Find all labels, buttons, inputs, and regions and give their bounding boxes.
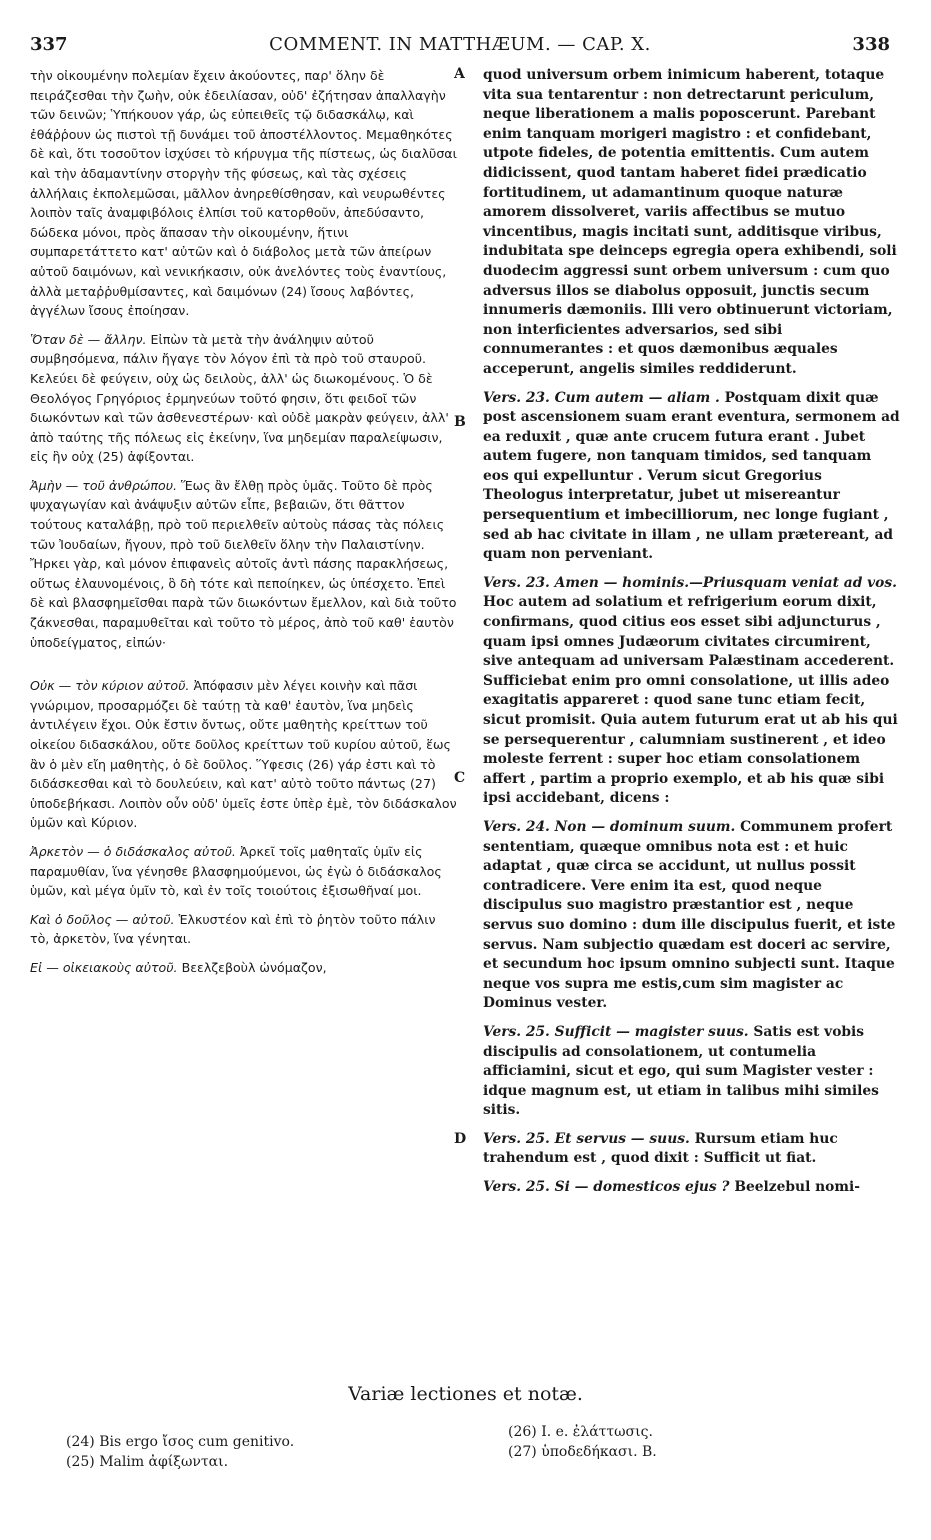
margin-marker-a: A xyxy=(454,66,465,82)
page-number-left: 337 xyxy=(30,34,68,55)
margin-marker-c: C xyxy=(454,770,466,786)
latin-text: Postquam dixit quæ post ascensionem suam erant eventura, sermonem ad ea reduxit , quæ ante crucem futura erant . Jubet autem fugere, non tanquam timidos, sed tanquam eos qui expelluntur . Verum sicut Gregorius Theologus interpretatur, jubet ut misereantur persequentium et imbecilliorum, nec longe fugiant , sed ab hac civitate in illam , ne ullam prætereant, ad quam non perveniant. xyxy=(483,389,900,563)
greek-lemma: Οὐκ — τὸν κύριον αὐτοῦ. xyxy=(30,678,190,694)
greek-lemma: Καὶ ὁ δοῦλος — αὐτοῦ. xyxy=(30,911,175,927)
greek-paragraph xyxy=(30,476,458,652)
greek-paragraph xyxy=(30,958,458,978)
greek-paragraph: τὴν οἰκουμένην πολεμίαν ἔχειν ἀκούοντες, παρ' ὅλην δὲ πειράζεσθαι τὴν ζωὴν, οὐκ ἐδειλίασαν, οὐδ' ἐζήτησαν ἀπαλλαγὴν τῶν δεινῶν; Ὑπήκουον γάρ, ὡς εὐπειθεῖς τῷ διδασκάλῳ, καὶ ἐθάῤῥουν ὡς πιστοὶ τῇ δυνάμει τοῦ ἀποστέλλοντος. Μεμαθηκότες δὲ καὶ, ὅτι τοσοῦτον ἰσχύσει τὸ κήρυγμα τῆς πίστεως, ὡς διαλῦσαι καὶ τὴν ἀδαμαντίνην στοργὴν τῆς φύσεως, καὶ τὰς σχέσεις ἀλλήλαις ἐκπολεμῶσαι, μᾶλλον ἀνηρεθίσθησαν, καὶ νευρωθέντες λοιπὸν ταῖς ἀναμφιβόλοις ἐλπίσι τοῦ κατορθοῦν, ἀπεδύσαντο, δώδεκα μόνοι, πρὸς ἅπασαν τὴν οἰκουμένην, ἥτινι συμπαρετάττετο κατ' αὐτῶν καὶ ὁ διάβολος μετὰ τῶν ἀπείρων αὐτοῦ δαιμόνων, καὶ νενικήκασιν, οὐκ ἀνελόντες τοὺς ἐναντίους, ἀλλὰ μεταῤῥυθμίσαντες, καὶ δαιμόνων (24) ἴσους λαβόντες, ἀγγέλων ἴσους ἐποίησαν. xyxy=(30,68,457,319)
greek-text: Ἀρκεῖ τοῖς μαθηταῖς ὑμῖν εἰς παραμυθίαν, ἵνα γένησθε βλασφημούμενοι, ὡς ἐγὼ ὁ διδάσκαλος ὑμῶν, καὶ μέγα ὑμῖν τὸ, καὶ ἐν τοῖς τοιούτοις ἐξισωθῆναί μοι. xyxy=(30,843,442,899)
latin-paragraph xyxy=(483,818,901,1014)
greek-paragraph xyxy=(30,330,458,467)
greek-lemma: Ἀμὴν — τοῦ ἀνθρώπου. xyxy=(30,477,177,493)
greek-column xyxy=(30,66,458,978)
latin-lemma: Vers. 24. Non — dominum suum. xyxy=(483,818,736,835)
greek-paragraph xyxy=(30,842,458,901)
greek-lemma: Εἰ — οἰκειακοὺς αὐτοῦ. xyxy=(30,959,178,975)
latin-text: Rursum etiam huc trahendum est , quod dixit : Sufficit ut fiat. xyxy=(483,1130,838,1167)
latin-text: Satis est vobis discipulis ad consolationem, ut contumelia afficiamini, sicut et ego, qui sum Magister vester : idque magnum est, ut etiam in talibus mihi similes sitis. xyxy=(483,1023,879,1119)
latin-paragraph xyxy=(483,1178,901,1198)
page-header xyxy=(30,34,890,58)
greek-text: Εἰπὼν τὰ μετὰ τὴν ἀνάληψιν αὐτοῦ συμβησόμενα, πάλιν ἤγαγε τὸν λόγον ἐπὶ τὰ πρὸ τοῦ σταυροῦ. Κελεύει δὲ φεύγειν, οὐχ ὡς δειλοὺς, ἀλλ' ὡς διωκομένους. Ὁ δὲ Θεολόγος Γρηγόριος ἑρμηνεύων τοῦτό φησιν, ὅτι φειδοῖ τῶν διωκόντων καὶ τῶν ἀσθενεστέρων· καὶ οὐδὲ μακρὰν φεύγειν, ἀλλ' ἀπὸ ταύτης τῆς πόλεως εἰς ἐκείνην, ἵνα μηδεμίαν παραλείψωσιν, εἰς ἣν οὐχ (25) ἀφίξονται. xyxy=(30,331,449,465)
margin-marker-d: D xyxy=(454,1131,467,1147)
margin-marker-b: B xyxy=(454,414,466,430)
latin-text: Beelzebul nomi- xyxy=(734,1179,860,1196)
latin-lemma: Vers. 25. Sufficit — magister suus. xyxy=(483,1023,749,1040)
greek-text: Βεελζεβοὺλ ὠνόμαζον, xyxy=(181,959,327,975)
greek-lemma: Ἀρκετὸν — ὁ διδάσκαλος αὐτοῦ. xyxy=(30,843,236,859)
latin-paragraph: quod universum orbem inimicum haberent, totaque vita sua tentarentur : non detrectarunt periculum, neque liberationem a malis poposcerunt. Parebant enim tanquam morigeri magistro : et confidebant, utpote fideles, de potentia emittentis. Cum autem didicissent, quod tantam haberet fidei prædicatio fortitudinem, ut adamantinum quoque naturæ amorem dissolveret, variis affectibus se mutuo vincentibus, magis incitati sunt, additisque viribus, indubitata spe deinceps egregia opera exhibendi, soli duodecim aggressi sunt orbem universum : cum quo adversus illos se diabolus opposuit, junctis secum innumeris dæmoniis. Illi vero obtinuerunt victoriam, non interficientes adversarios, sed sibi connumerantes : et quos dæmonibus æquales acceperunt, angelis similes reddiderunt. xyxy=(483,67,897,377)
latin-lemma: Vers. 23. Cum autem — aliam . xyxy=(483,389,720,406)
notes-left-column xyxy=(66,1432,294,1472)
latin-paragraph xyxy=(483,389,901,565)
latin-text: Hoc autem ad solatium et refrigerium eorum dixit, confirmans, quod citius eos esset sibi adjuncturus , quam ipsi omnes Judæorum civitates circumirent, sive antequam ad universam Palæstinam accederent. Sufficiebat enim pro omni consolatione, ut illis adeo exagitatis appareret : quod sane tunc etiam fecit, sicut promisit. Quia autem futurum erat ut ab his qui se persequerentur , calumniam sustinerent , et ideo moleste ferrent : super hoc etiam consolationem affert , partim a proprio exemplo, et ab his quæ sibi ipsi accidebant, dicens : xyxy=(483,594,898,807)
note-24: (24) Bis ergo ἴσος cum genitivo. xyxy=(66,1434,295,1450)
latin-column xyxy=(483,66,901,1198)
greek-text: Ἀπόφασιν μὲν λέγει κοινὴν καὶ πᾶσι γνώριμον, προσαρμόζει δὲ ταύτῃ τὰ καθ' ἑαυτὸν, ἵνα μηδεὶς ἀντιλέγειν ἔχοι. Οὐκ ἔστιν ὄντως, οὔτε μαθητὴς κρείττων τοῦ οἰκείου διδασκάλου, οὔτε δοῦλος κρείττων τοῦ κυρίου αὐτοῦ, ἕως ἂν ὁ μὲν εἴη μαθητὴς, ὁ δὲ δοῦλος. Ὕφεσις (26) γάρ ἐστι καὶ τὸ διδάσκεσθαι καὶ τὸ δουλεύειν, καὶ κατ' αὐτὸ τοῦτο πάντως (27) ὑποδεβήκασι. Λοιπὸν οὖν οὐδ' ὑμεῖς ἐστε ὑπὲρ ἐμὲ, τὸν διδάσκαλον ὑμῶν καὶ Κύριον. xyxy=(30,678,457,831)
notes-right-column xyxy=(508,1422,657,1462)
note-25: (25) Malim ἀφίξωνται. xyxy=(66,1454,229,1470)
latin-lemma: Vers. 25. Et servus — suus. xyxy=(483,1130,690,1147)
notes-heading: Variæ lectiones et notæ. xyxy=(348,1383,583,1405)
latin-paragraph xyxy=(483,574,901,809)
page-number-right: 338 xyxy=(852,34,890,55)
greek-text: Ἑλκυστέον καὶ ἐπὶ τὸ ῥητὸν τοῦτο πάλιν τὸ, ἀρκετὸν, ἵνα γένηται. xyxy=(30,911,436,947)
latin-text: Communem profert sententiam, quæque omnibus nota est : et huic adaptat , quæ circa se accidunt, ut nullus possit contradicere. Vere enim ita est, quod neque discipulus suo magistro præstantior est , neque servus suo domino : dum ille discipulus fuerit, et iste servus. Nam subjectio quædam est doceri ac servire, et secundum hoc ipsum omnino subjecti sunt. Itaque neque vos supra me estis,cum sim magister ac Dominus vester. xyxy=(483,818,896,1012)
greek-paragraph xyxy=(30,910,458,949)
running-title: COMMENT. IN MATTHÆUM. — CAP. X. xyxy=(269,34,651,55)
latin-lemma: Vers. 23. Amen — hominis.—Priusquam veniat ad vos. xyxy=(483,574,897,591)
latin-paragraph xyxy=(483,1023,901,1121)
greek-text: Ἕως ἂν ἔλθῃ πρὸς ὑμᾶς. Τοῦτο δὲ πρὸς ψυχαγωγίαν καὶ ἀνάψυξιν αὐτῶν εἶπε, βεβαιῶν, ὅτι θᾶττον τούτους καταλάβῃ, πρὸ τοῦ περιελθεῖν αὐτοὺς πάσας τὰς πόλεις τῶν Ἰουδαίων, ἤγουν, πρὸ τοῦ διελθεῖν ὅλην τὴν Παλαιστίνην. Ἤρκει γὰρ, καὶ μόνον ἐπιφανεὶς αὐτοῖς ἀντὶ πάσης παρακλήσεως, οὕτως ἐλαυνομένοις, ὃ δὴ τότε καὶ πεποίηκεν, ὡς ὑπέσχετο. Ἐπεὶ δὲ καὶ βλασφημεῖσθαι παρὰ τῶν διωκόντων ἔμελλον, καὶ διὰ τοῦτο ζάκνεσθαι, παραμυθεῖται καὶ τοῦτο τὸ μέρος, ἀπὸ τοῦ καθ' ἑαυτὸν ὑποδείγματος, εἰπών· xyxy=(30,477,457,650)
note-27: (27) ὑποδεδήκασι. B. xyxy=(508,1444,657,1460)
latin-paragraph xyxy=(483,1130,901,1169)
greek-lemma: Ὅταν δὲ — ἄλλην. xyxy=(30,331,147,347)
latin-lemma: Vers. 25. Si — domesticos ejus ? xyxy=(483,1179,730,1196)
greek-paragraph xyxy=(30,676,458,833)
note-26: (26) I. e. ἐλάττωσις. xyxy=(508,1424,653,1440)
